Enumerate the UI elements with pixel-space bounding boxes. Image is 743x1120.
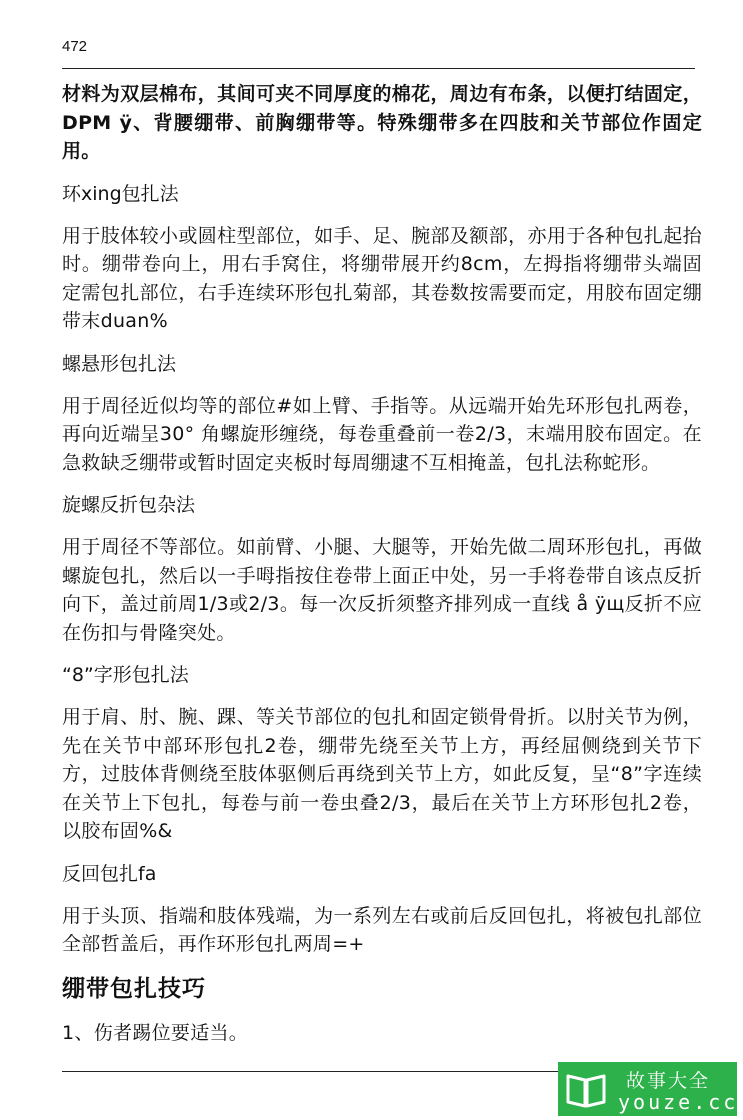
paragraph-spiral-reverse-bandage: 用于周径不等部位。如前臂、小腿、大腿等，开始先做二周环形包扎，再做螺旋包扎，然后以一手呣指按住卷带上面正中处，另一手将卷带自该点反折向下，盖过前周1/3或2/3。每一次反折须整齐排列成一直线 å ÿщ反折不应在伤扣与骨隆突处。 [62, 536, 702, 644]
tip-item-1: 1、伤者踢位要适当。 [62, 1021, 249, 1044]
paragraph-recurrent-bandage: 用于头顶、指端和肢体残端，为一系列左右或前后反回包扎，将被包扎部位全部哲盖后，再作环形包扎两周=+ [62, 904, 702, 955]
heading-figure-eight-bandage: “8”字形包扎法 [62, 664, 189, 686]
heading-spiral-bandage: 螺悬形包扎法 [62, 352, 177, 375]
paragraph-circular-bandage: 用于肢体较小或圆柱型部位，如手、足、腕部及额部，亦用于各种包扎起抬时。绷带卷向上，用右手窝住，将绷带展开约8cm，左拇指将绷带头端固定需包扎部位，右手连续环形包扎菊部，其卷数按需要而定，用胶布固定绷带末duan% [62, 224, 702, 332]
paragraph-figure-eight-bandage: 用于肩、肘、腕、踝、等关节部位的包扎和固定锁骨骨折。以肘关节为例，先在关节中部环形包扎2卷，绷带先绕至关节上方，再经屈侧绕到关节下方，过肢体背侧绕至肢体驱侧后再绕到关节上方，如此反复，呈“8”字连续在关节上下包扎，每卷与前一卷虫叠2/3，最后在关节上方环形包扎2卷，以胶布固%& [62, 706, 702, 842]
heading-recurrent-bandage: 反回包扎fa [62, 862, 157, 885]
paragraph-spiral-bandage: 用于周径近似均等的部位#如上臂、手指等。从远端开始先环形包扎两卷，再向近端呈30° 角螺旋形缠绕，每卷重叠前一卷2/3，末端用胶布固定。在急救缺乏绷带或暂时固定夹板时每周绷逮不互相掩盖，包扎法称蛇形。 [62, 394, 702, 474]
page-number: 472 [62, 38, 88, 55]
page-body [62, 80, 702, 1047]
footer-rule [62, 1071, 560, 1072]
heading-spiral-reverse-bandage: 旋螺反折包杂法 [62, 494, 196, 516]
section-title-bandaging-tips: 绷带包扎技巧 [62, 975, 206, 1002]
site-logo[interactable] [558, 1062, 737, 1116]
book-icon [564, 1068, 608, 1110]
heading-circular-bandage: 环xing包扎法 [62, 182, 179, 205]
site-logo-domain: youze.cc [618, 1090, 739, 1114]
intro-paragraph: 材料为双层棉布，其间可夹不同厚度的棉花，周边有布条，以便打结固定， DPM ÿ、背腰绷带、前胸绷带等。特殊绷带多在四肢和关节部位作固定用。 [62, 83, 702, 162]
site-logo-title: 故事大全 [626, 1070, 711, 1092]
header-rule [62, 68, 695, 69]
